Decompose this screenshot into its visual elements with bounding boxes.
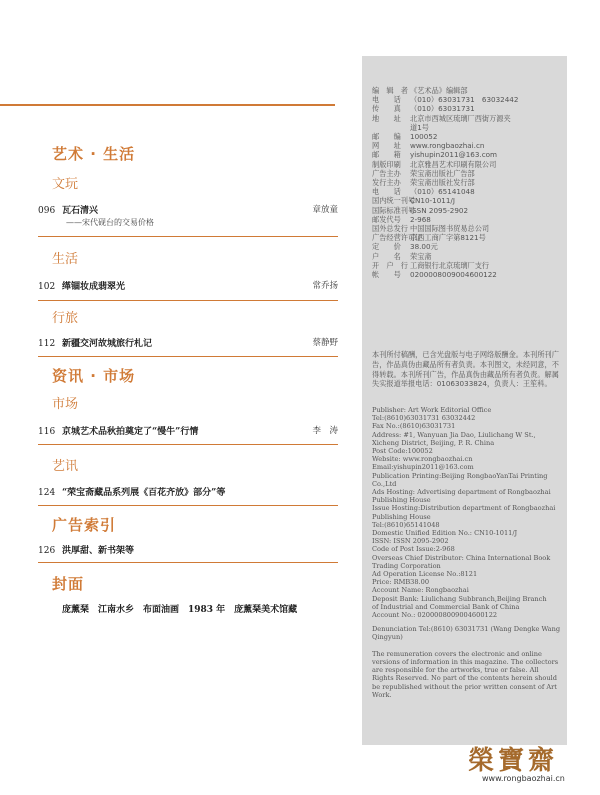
masthead-key: 电 话 (372, 187, 401, 197)
masthead-row (372, 178, 562, 187)
divider (38, 505, 338, 506)
divider (38, 444, 338, 445)
masthead-en-line: Publisher: Art Work Editorial Office (372, 406, 492, 414)
masthead-row (372, 224, 562, 233)
section-cover: 封面 (52, 575, 85, 593)
subsection-market: 市场 (52, 397, 79, 412)
masthead-value: 2-968 (410, 214, 431, 224)
masthead-key: 邮发代号 (372, 214, 401, 224)
masthead-key: 国外总发行 (372, 224, 408, 234)
masthead-value: 荣宝斋出版社发行部 (410, 178, 475, 188)
masthead-value: 北京雅昌艺术印刷有限公司 (410, 159, 497, 169)
masthead-en-line: Website: www.rongbaozhai.cn (372, 455, 473, 464)
entry-author: 章放童 (312, 205, 338, 215)
masthead-row (372, 160, 562, 169)
logo-glyphs: 榮寶齋 (468, 746, 559, 776)
masthead-en-line: Issue Hosting:Distribution department of Rongbaozhai (372, 504, 556, 513)
masthead-value: 荣宝斋出版社广告部 (410, 168, 475, 178)
masthead-key: 网 址 (372, 141, 401, 151)
masthead-value: ISSN 2095-2902 (410, 205, 469, 215)
masthead-row (372, 123, 562, 132)
masthead-en-line: Price: RMB38.00 (372, 578, 430, 587)
section-ads: 广告索引 (52, 516, 117, 534)
masthead-row (372, 150, 562, 159)
masthead-row (372, 261, 562, 270)
section-news-market: 资讯 · 市场 (52, 367, 136, 385)
masthead-key: 制版印刷 (372, 159, 401, 169)
masthead-value: 38.00元 (410, 242, 438, 252)
subsection-wenwan: 文玩 (52, 177, 79, 192)
masthead-en-line: Domestic Unified Edition No.: CN10-1011/J (372, 529, 518, 538)
masthead-en-line: Email:yishupin2011@163.com (372, 463, 474, 472)
masthead-en-line: Fax No.:(8610)63031731 (372, 422, 456, 431)
masthead-english-lines (372, 406, 562, 619)
masthead-en-line: Code of Post Issue:2-968 (372, 545, 455, 554)
entry-page: 112 (38, 339, 56, 349)
masthead-row (372, 270, 562, 279)
divider (38, 236, 338, 237)
divider (38, 300, 338, 301)
masthead-value: CN10-1011/J (410, 196, 455, 206)
masthead-value: www.rongbaozhai.cn (410, 141, 485, 151)
masthead-chinese (372, 86, 562, 279)
entry-title: 新疆交河故城旅行札记 (62, 339, 153, 349)
masthead-value: 京西工商广字第8121号 (410, 233, 486, 243)
entry-page: 126 (38, 546, 56, 556)
masthead-row (372, 196, 562, 205)
toc-entry[interactable] (38, 203, 338, 216)
masthead-value: （010）63031731 (410, 104, 475, 114)
copyright-notice-chinese: 本刊所付稿酬，已含光盘版与电子网络版酬金。本刊所刊广告，作品真伪由藏品所有者负责。本刊图文，未经同意，不得转载。本刊所刊广告，作品真伪由藏品所有者负责。解属失实报道举报电话：01063033824，负责人：王笙科。 (372, 350, 559, 389)
masthead-key: 邮 箱 (372, 150, 401, 160)
masthead-key: 邮 编 (372, 132, 401, 142)
masthead-value: 0200008009004600122 (410, 270, 497, 280)
masthead-en-line: Publishing House (372, 496, 431, 505)
masthead-row (372, 215, 562, 224)
masthead-en-line: Tel:(8610)63031731 63032442 (372, 414, 476, 423)
masthead-key: 发行主办 (372, 178, 401, 188)
publisher-logo (468, 740, 588, 783)
masthead-value: （010）65141048 (410, 187, 475, 197)
entry-author: 蔡静野 (312, 338, 338, 348)
masthead-key: 编 辑 者 (372, 86, 408, 95)
masthead-value: 《艺术品》编辑部 (410, 86, 468, 95)
entry-page: 102 (38, 282, 56, 292)
masthead-key: 户 名 (372, 251, 401, 261)
masthead-key: 地 址 (372, 113, 401, 123)
masthead-row (372, 242, 562, 251)
cover-caption: 庞薰琹 江南水乡 布面油画 1983 年 庞薰琹美术馆藏 (62, 605, 298, 615)
rights-statement: The remuneration covers the electronic and online versions of information in this magazine. The collectors are responsible for the artworks, true or false. All Rights Reserved. No part of the contents herein should be republished without the prior written consent of Art Work. (372, 649, 559, 699)
entry-author: 李 涛 (312, 426, 338, 436)
masthead-en-line: Deposit Bank: Liulichang Subbranch,Beijing Branch (372, 594, 547, 603)
masthead-key: 传 真 (372, 104, 401, 114)
masthead-en-line: Trading Corporation (372, 561, 441, 570)
masthead-key: 国内统一刊号 (372, 196, 416, 206)
entry-page: 096 (38, 206, 56, 216)
entry-page: 116 (38, 427, 56, 437)
masthead-en-line: of Industrial and Commercial Bank of China (372, 602, 520, 611)
masthead-en-line: Post Code:100052 (372, 447, 433, 456)
masthead-english (372, 406, 562, 699)
masthead-row (372, 252, 562, 261)
masthead-panel (362, 56, 567, 745)
masthead-en-line: Tel:(8610)65141048 (372, 520, 440, 529)
masthead-row (372, 104, 562, 113)
subsection-life: 生活 (52, 252, 79, 267)
subsection-travel: 行旅 (52, 311, 79, 326)
masthead-row (372, 169, 562, 178)
masthead-en-line: Account Name: Rongbaozhai (372, 586, 469, 595)
divider (38, 562, 338, 563)
masthead-key: 广告主办 (372, 168, 401, 178)
masthead-en-line: Co.,Ltd (372, 479, 397, 488)
masthead-key: 广告经营许可证 (372, 233, 423, 243)
masthead-value: 工商银行北京琉璃厂支行 (410, 260, 490, 270)
toc-entry[interactable] (38, 336, 338, 349)
entry-title: “荣宝斋藏品系列展《百花齐放》部分”等 (62, 488, 226, 498)
masthead-row (372, 233, 562, 242)
masthead-en-line: Account No.: 0200008009004600122 (372, 611, 498, 620)
divider (38, 356, 338, 357)
masthead-en-line: Publication Printing:Beijing RongbaoYanTai Printing (372, 471, 548, 480)
entry-title: 京城艺术品秋拍奠定了“慢牛”行情 (62, 427, 199, 437)
masthead-value: yishupin2011@163.com (410, 150, 498, 160)
masthead-key: 开 户 行 (372, 260, 408, 270)
masthead-row (372, 141, 562, 150)
entry-subtitle: ——宋代砚台的交易价格 (66, 218, 154, 227)
masthead-value: （010）63031731 63032442 (410, 95, 519, 105)
entry-title: 瓦石清兴 (62, 206, 99, 216)
masthead-value: 中国国际图书贸易总公司 (410, 224, 490, 234)
masthead-en-line: Ads Hosting: Advertising department of Rongbaozhai (372, 488, 551, 497)
toc-entry[interactable] (38, 424, 338, 437)
masthead-value: 荣宝斋 (410, 251, 432, 261)
toc-entry[interactable] (38, 485, 338, 498)
masthead-row (372, 114, 562, 123)
masthead-en-line: Ad Operation License No.:8121 (372, 570, 478, 579)
masthead-value: 道1号 (410, 122, 429, 132)
masthead-key: 国际标准刊号 (372, 205, 416, 215)
masthead-value: 100052 (410, 132, 438, 142)
masthead-row (372, 132, 562, 141)
entry-author: 常乔扬 (312, 281, 338, 291)
masthead-en-line: Publishing House (372, 512, 431, 521)
toc-entry[interactable] (38, 279, 338, 292)
entry-page: 124 (38, 488, 56, 498)
masthead-key: 帐 号 (372, 270, 401, 280)
masthead-en-line: Xicheng District, Beijing, P. R. China (372, 438, 495, 447)
section-art-life: 艺术 · 生活 (52, 145, 136, 163)
entry-title: 洪厚甜、新书架等 (62, 546, 135, 556)
masthead-en-line: ISSN: ISSN 2095-2902 (372, 537, 449, 546)
masthead-row (372, 86, 562, 95)
denunciation-tel: Denunciation Tel:(8610) 63031731 (Wang Dengke Wang Qingyun) (372, 625, 561, 642)
masthead-row (372, 206, 562, 215)
masthead-en-line: Address: #1, Wanyuan Jia Dao, Liulichang W St., (372, 430, 536, 439)
logo-url[interactable]: www.rongbaozhai.cn (482, 774, 565, 783)
subsection-yixun: 艺讯 (52, 459, 79, 474)
masthead-key: 定 价 (372, 242, 401, 252)
toc-entry[interactable] (38, 543, 338, 556)
masthead-en-line: Overseas Chief Distributor: China International Book (372, 553, 551, 562)
masthead-row (372, 187, 562, 196)
masthead-key: 电 话 (372, 95, 401, 105)
masthead-row (372, 95, 562, 104)
masthead-value: 北京市西城区琉璃厂西街万源夹 (410, 113, 511, 123)
entry-title: 缂锢妆成翡翠光 (62, 282, 126, 292)
